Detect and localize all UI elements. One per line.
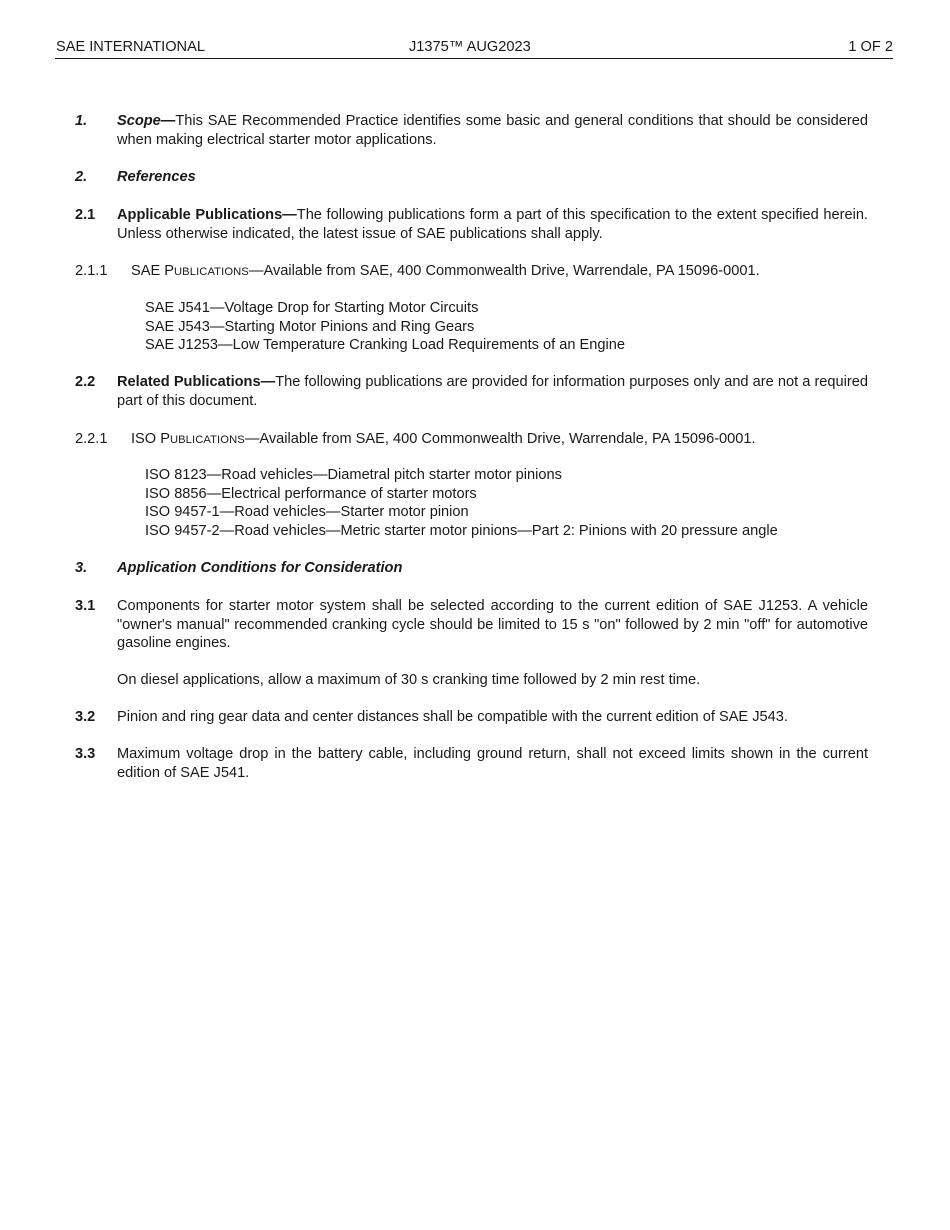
reference-item: ISO 8856—Electrical performance of starter motors [145, 485, 477, 502]
section-3-1-text: Components for starter motor system shall be selected according to the current edition of SAE J1253. A vehicle "owner's manual" recommended cranking cycle should be limited to 15 s "on" followed by 2 min "off" for automotive gasoline engines. [117, 598, 868, 651]
section-3-2-number: 3.2 [75, 709, 96, 725]
section-2-1-applicable-publications [117, 206, 868, 243]
header-page-number: 1 OF 2 [848, 39, 893, 55]
iso-pub-text: —Available from SAE, 400 Commonwealth Drive, Warrendale, PA 15096-0001. [244, 431, 756, 447]
section-3-title: Application Conditions for Consideration [117, 560, 403, 576]
reference-item: SAE J543—Starting Motor Pinions and Ring Gears [145, 318, 475, 335]
section-3-3-text: Maximum voltage drop in the battery cable, including ground return, shall not exceed limits shown in the current edition of SAE J541. [117, 746, 868, 781]
section-2-1-1-number: 2.1.1 [75, 263, 108, 279]
section-2-1-text: The following publications form a part of this specification to the extent specified herein. Unless otherwise indicated, the latest issue of SAE publications shall apply. [117, 207, 868, 242]
section-1-title: Scope— [117, 113, 176, 129]
sae-pub-smallcaps: UBLICATIONS [174, 266, 249, 278]
reference-item: ISO 9457-2—Road vehicles—Metric starter motor pinions—Part 2: Pinions with 20 pressure angle [145, 522, 778, 539]
section-2-2-text: The following publications are provided for information purposes only and are not a required part of this document. [117, 374, 868, 409]
section-3-1-number: 3.1 [75, 598, 96, 614]
section-3-1-text-2: On diesel applications, allow a maximum of 30 s cranking time followed by 2 min rest time. [117, 672, 701, 688]
header-org: SAE INTERNATIONAL [56, 39, 205, 55]
section-2-2-1-number: 2.2.1 [75, 431, 108, 447]
header-doc-id: J1375™ AUG2023 [409, 39, 531, 55]
section-2-number: 2. [75, 169, 88, 185]
reference-item: SAE J541—Voltage Drop for Starting Motor Circuits [145, 300, 479, 316]
section-3-number: 3. [75, 560, 88, 576]
section-3-2-text: Pinion and ring gear data and center distances shall be compatible with the current edition of SAE J543. [117, 709, 788, 725]
section-2-2-1-iso-publications [131, 430, 756, 450]
section-1-number: 1. [75, 113, 88, 129]
section-2-1-title: Applicable Publications— [117, 207, 297, 223]
page-header [55, 38, 893, 59]
iso-pub-prefix: ISO P [131, 431, 170, 447]
sae-pub-text: —Available from SAE, 400 Commonwealth Drive, Warrendale, PA 15096-0001. [248, 263, 760, 279]
section-2-2-number: 2.2 [75, 374, 96, 390]
section-2-1-number: 2.1 [75, 207, 96, 223]
section-2-2-title: Related Publications— [117, 374, 276, 390]
reference-item: ISO 8123—Road vehicles—Diametral pitch starter motor pinions [145, 467, 562, 483]
section-2-title: References [117, 169, 196, 185]
iso-pub-smallcaps: UBLICATIONS [169, 434, 245, 446]
section-3-3-number: 3.3 [75, 746, 96, 762]
reference-item: ISO 9457-1—Road vehicles—Starter motor pinion [145, 504, 469, 520]
sae-pub-prefix: SAE P [131, 263, 174, 279]
section-2-1-1-sae-publications [131, 262, 760, 282]
section-1-text: This SAE Recommended Practice identifies some basic and general conditions that should be considered when making electrical starter motor applications. [117, 113, 868, 148]
reference-item: SAE J1253—Low Temperature Cranking Load Requirements of an Engine [145, 337, 625, 353]
section-1-scope [117, 112, 868, 149]
section-2-2-related-publications [117, 373, 868, 410]
